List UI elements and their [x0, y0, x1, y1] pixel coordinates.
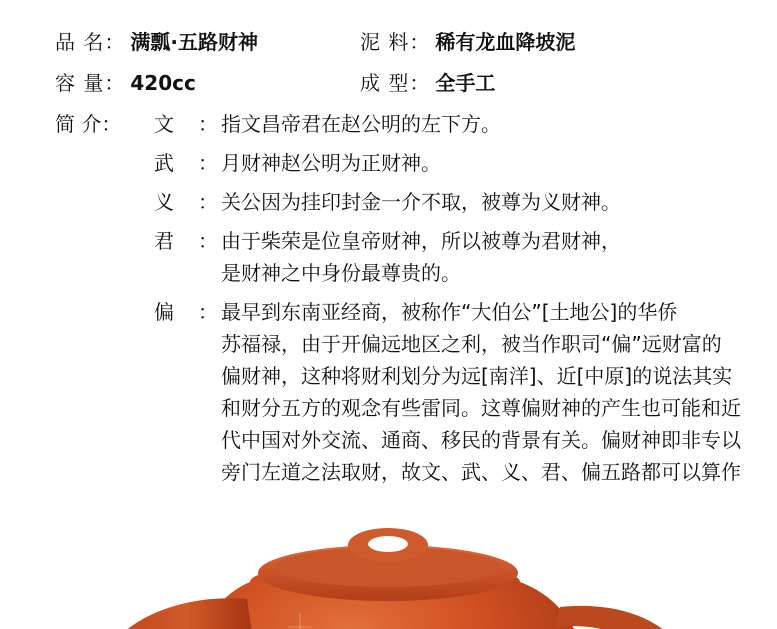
intro-label-colon: ： [101, 112, 122, 136]
spec-field-name [0, 26, 360, 55]
intro-key-pian: 偏 [154, 300, 174, 324]
forming-value: 全手工 [435, 71, 496, 95]
spec-field-capacity [0, 67, 360, 96]
intro-line: 最早到东南亚经商，被称作“大伯公”[土地公]的华侨 [221, 300, 678, 324]
intro-line: 苏福禄，由于开偏远地区之利，被当作职司“偏”远财富的 [221, 332, 722, 356]
clay-value: 稀有龙血降坡泥 [435, 30, 576, 54]
intro-text-jun [221, 225, 621, 289]
intro-key-colon-wen: ： [198, 112, 218, 136]
intro-key-colon-jun: ： [198, 229, 218, 253]
intro-text-wen [221, 108, 501, 140]
intro-key-jun: 君 [154, 229, 174, 253]
intro-entry-yi [154, 186, 777, 218]
name-value: 满瓢·五路财神 [130, 30, 258, 54]
intro-line: 关公因为挂印封金一介不取，被尊为义财神。 [221, 190, 621, 214]
intro-line: 是财神之中身份最尊贵的。 [221, 261, 461, 285]
teapot-handle [556, 606, 690, 629]
spec-field-clay [360, 26, 575, 55]
capacity-colon: ： [104, 71, 125, 95]
intro-entries [55, 108, 777, 520]
intro-key-wu: 武 [154, 151, 174, 175]
intro-line: 偏财神，这种将财利划分为远[南洋]、近[中原]的说法其实 [221, 364, 733, 388]
intro-line: 月财神赵公明为正财神。 [221, 151, 441, 175]
intro-entry-wen [154, 108, 777, 140]
intro-line: 和财分五方的观念有些雷同。这尊偏财神的产生也可能和近 [221, 396, 741, 420]
teapot-knob-hole [368, 536, 408, 552]
capacity-label: 容 量 [55, 71, 105, 95]
spec-field-forming [360, 67, 495, 96]
intro-entry-wu [154, 147, 777, 179]
clay-label: 泥 料 [360, 30, 410, 54]
spec-block [0, 0, 777, 96]
intro-line: 代中国对外交流、通商、移民的背景有关。偏财神即非专以 [221, 428, 741, 452]
intro-key-wen: 文 [154, 112, 174, 136]
intro-text-wu [221, 147, 441, 179]
intro-label: 简 介 [55, 112, 102, 136]
intro-line: 旁门左道之法取财，故文、武、义、君、偏五路都可以算作 [221, 460, 741, 484]
intro-key-yi: 义 [154, 190, 174, 214]
intro-key-colon-yi: ： [198, 190, 218, 214]
clay-colon: ： [409, 30, 430, 54]
teapot-illustration [0, 487, 777, 629]
teapot-spout [90, 598, 252, 629]
spec-row-name-clay [0, 26, 777, 55]
spec-row-capacity-forming [0, 67, 777, 96]
intro-key-colon-wu: ： [198, 151, 218, 175]
intro-line: 指文昌帝君在赵公明的左下方。 [221, 112, 501, 136]
teapot-photo [0, 487, 777, 629]
forming-label: 成 型 [360, 71, 410, 95]
name-colon: ： [104, 30, 125, 54]
intro-block [0, 108, 777, 520]
intro-label-group [55, 108, 121, 137]
intro-text-yi [221, 186, 621, 218]
capacity-value: 420cc [130, 71, 196, 95]
intro-line: 由于柴荣是位皇帝财神，所以被尊为君财神， [221, 229, 621, 253]
intro-key-colon-pian: ： [198, 300, 218, 324]
intro-entry-jun [154, 225, 777, 289]
name-label: 品 名 [55, 30, 105, 54]
forming-colon: ： [409, 71, 430, 95]
